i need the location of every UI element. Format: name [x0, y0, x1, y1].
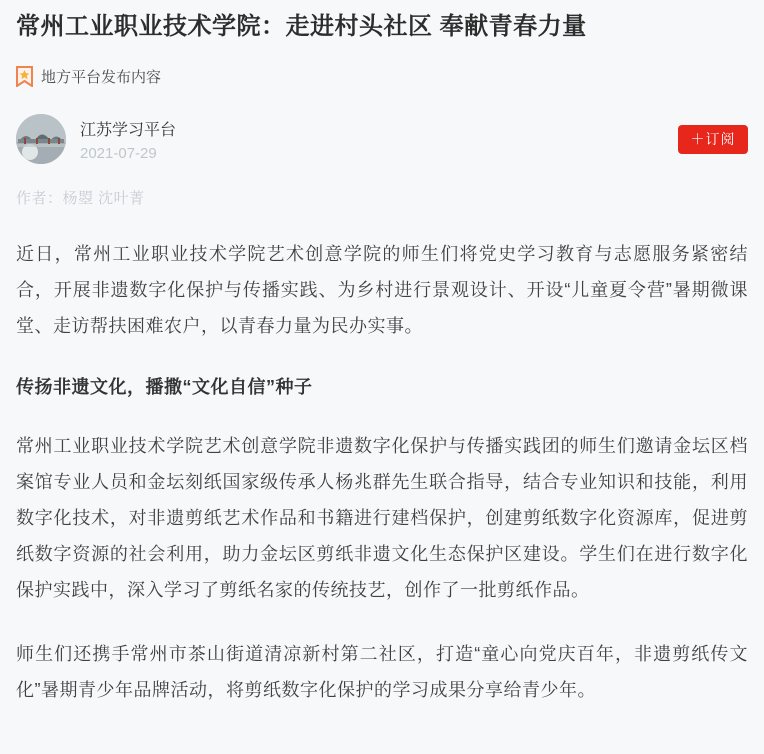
ribbon-star-icon: [16, 66, 33, 87]
publish-date: 2021-07-29: [80, 144, 157, 162]
avatar[interactable]: [16, 114, 66, 164]
publisher-name[interactable]: 江苏学习平台: [80, 121, 177, 139]
badge-label: 地方平台发布内容: [41, 69, 162, 86]
article-subhead: 传扬非遗文化，播撒“文化自信”种子: [16, 377, 313, 397]
publisher-meta: [80, 117, 176, 162]
author-line: 作者：杨曌 沈叶菁: [16, 190, 145, 207]
article-body: [16, 236, 748, 708]
article-paragraph: 常州工业职业技术学院艺术创意学院非遗数字化保护与传播实践团的师生们邀请金坛区档案馆专业人员和金坛刻纸国家级传承人杨兆群先生联合指导，结合专业知识和技能，利用数字化技术，对非遗剪纸艺术作品和书籍进行建档保护，创建剪纸数字化资源库，促进剪纸数字资源的社会利用，助力金坛区剪纸非遗文化生态保护区建设。学生们在进行数字化保护实践中，深入学习了剪纸名家的传统技艺，创作了一批剪纸作品。: [16, 436, 748, 600]
subscribe-button[interactable]: ＋订阅: [678, 125, 748, 154]
publisher-row: [16, 114, 748, 164]
article-paragraph: 师生们还携手常州市茶山街道清凉新村第二社区，打造“童心向党庆百年，非遗剪纸传文化”暑期青少年品牌活动，将剪纸数字化保护的学习成果分享给青少年。: [16, 644, 748, 700]
article-paragraph: 近日，常州工业职业技术学院艺术创意学院的师生们将党史学习教育与志愿服务紧密结合，开展非遗数字化保护与传播实践、为乡村进行景观设计、开设“儿童夏令营”暑期微课堂、走访帮扶困难农户，以青春力量为民办实事。: [16, 244, 748, 336]
page-title: 常州工业职业技术学院：走进村头社区 奉献青春力量: [16, 13, 587, 40]
badge: [16, 66, 748, 87]
